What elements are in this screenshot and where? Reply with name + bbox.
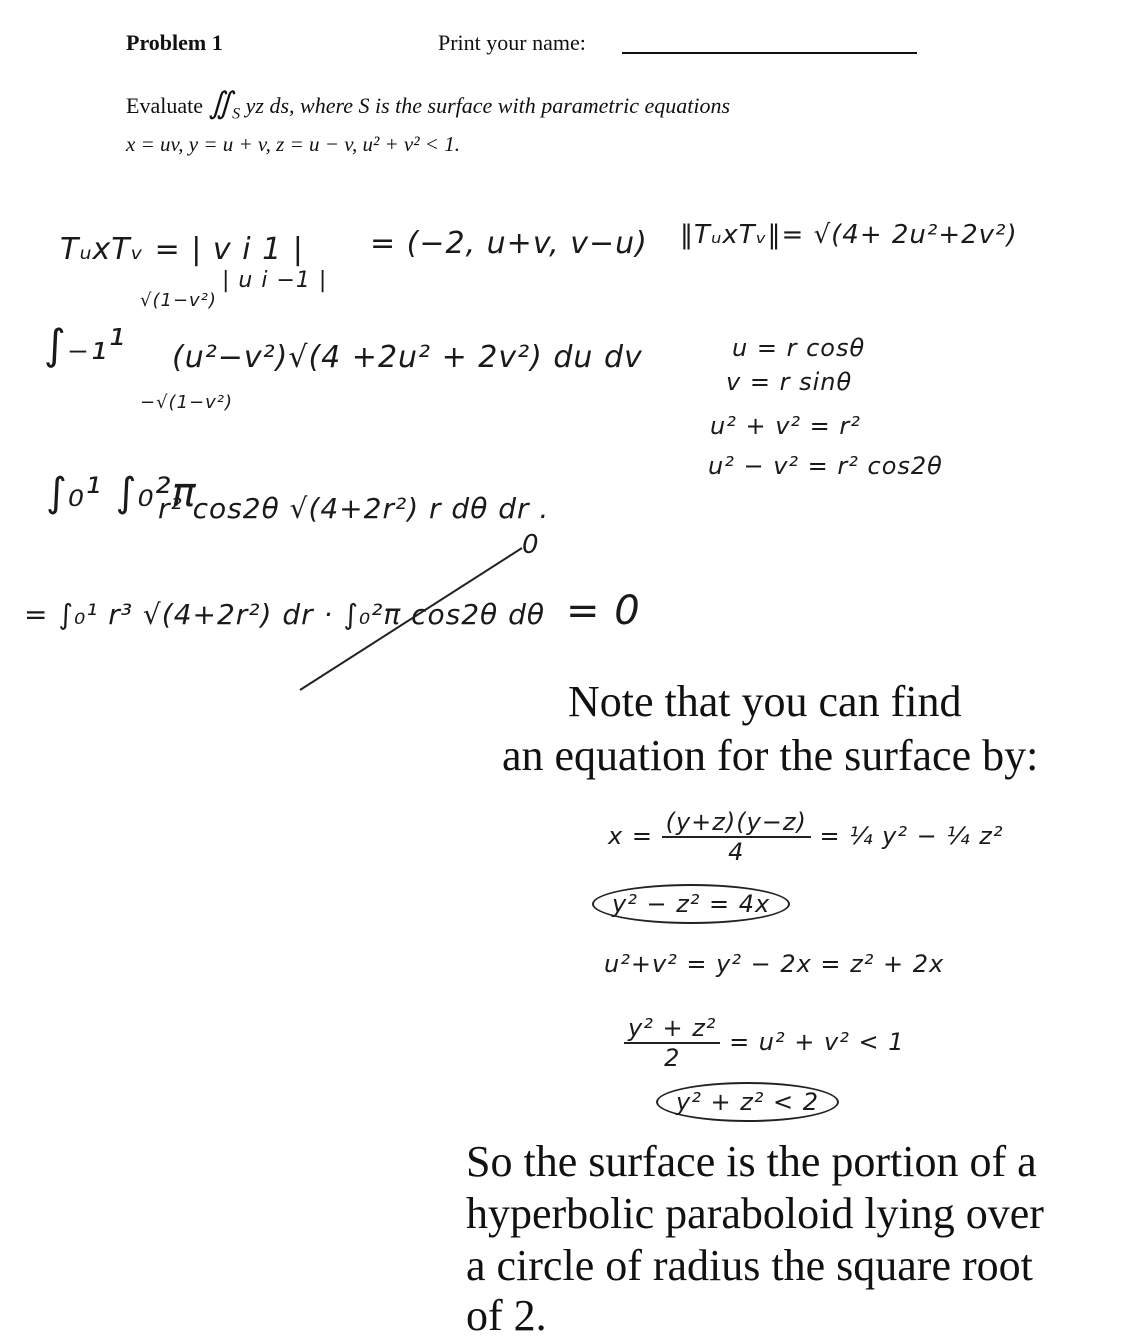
x-lhs: x = (608, 822, 653, 850)
cross-product-row-2: | u i −1 | (222, 268, 328, 293)
result: = 0 (566, 588, 641, 634)
double-integral-symbol: ∬ (208, 87, 233, 120)
question-evaluate: Evaluate (126, 93, 203, 118)
substitution-3: u² + v² = r² (710, 412, 861, 440)
circled-equation-2: y² + z² < 2 (656, 1082, 839, 1122)
name-prompt: Print your name: (438, 30, 586, 55)
zero-annotation: 0 (522, 530, 540, 560)
integral-1-lower-limit: −√(1−v²) (140, 392, 233, 413)
cross-product: TᵤxTᵥ = | v i 1 | (60, 232, 304, 267)
radius-rhs: = u² + v² < 1 (729, 1028, 905, 1056)
substitution-2: v = r sinθ (726, 368, 853, 396)
uv-equation: u²+v² = y² − 2x = z² + 2x (604, 950, 945, 978)
note-line-2: an equation for the surface by: (502, 731, 1039, 780)
integral-2-body: r² cos2θ √(4+2r²) r dθ dr . (158, 492, 550, 525)
conclusion-line-1: So the surface is the portion of a (466, 1137, 1037, 1186)
radius-equation (624, 1014, 904, 1072)
radius-numerator: y² + z² (624, 1014, 720, 1044)
x-denominator: 4 (728, 838, 745, 866)
substitution-4: u² − v² = r² cos2θ (708, 452, 943, 480)
circled-equation-1: y² − z² = 4x (592, 884, 790, 924)
problem-title: Problem 1 (126, 30, 223, 55)
x-numerator: (y+z)(y−z) (662, 808, 811, 838)
radius-fraction (624, 1014, 720, 1072)
question-line-2: x = uv, y = u + v, z = u − v, u² + v² < 1. (126, 132, 460, 156)
x-equation (608, 808, 1003, 866)
substitution-1: u = r cosθ (732, 334, 866, 362)
integral-subscript: S (232, 105, 241, 123)
conclusion-line-2: hyperbolic paraboloid lying over (466, 1189, 1044, 1238)
radius-denominator: 2 (664, 1044, 681, 1072)
integral-2-limits: ∫₀¹ ∫₀²π (46, 470, 197, 516)
conclusion-line-4: of 2. (466, 1291, 547, 1340)
integral-1-outer: ∫₋₁¹ (44, 320, 126, 369)
conclusion-line-3: a circle of radius the square root (466, 1241, 1033, 1290)
cross-product-result: = (−2, u+v, v−u) (370, 226, 648, 261)
x-fraction (662, 808, 811, 866)
norm-expression: ‖TᵤxTᵥ‖= √(4+ 2u²+2v²) (680, 220, 1018, 250)
integral-3: = ∫₀¹ r³ √(4+2r²) dr · ∫₀²π cos2θ dθ (24, 598, 545, 631)
question-text: yz ds, where S is the surface with parametric equations (245, 93, 731, 118)
note-line-1: Note that you can find (568, 677, 962, 726)
x-rhs: = ¼ y² − ¼ z² (819, 822, 1004, 850)
integral-1-upper-limit: √(1−v²) (140, 290, 217, 311)
integral-1-body: (u²−v²)√(4 +2u² + 2v²) du dv (172, 340, 643, 375)
